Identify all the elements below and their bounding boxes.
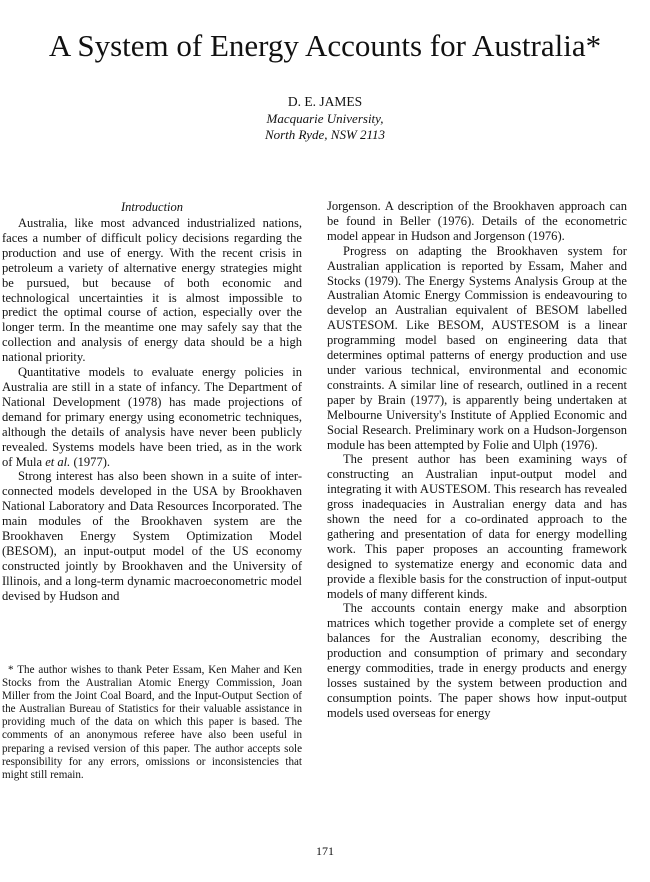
intro-paragraph-2 bbox=[2, 365, 302, 469]
affiliation-institution: Macquarie University, bbox=[266, 111, 384, 126]
page-number: 171 bbox=[316, 844, 334, 858]
left-column bbox=[2, 199, 302, 604]
intro-paragraph-1: Australia, like most advanced industrialized nations, faces a number of difficult policy decisions regarding the production and use of energy. With the recent crisis in petroleum a variety of alternative energy strategies might be pursued, but because of both economic and technological uncertainties it is almost impossible to predict the optimal course of action, especially over the longer term. In the meantime one may safely say that the collection and analysis of energy data should be a high national priority. bbox=[2, 216, 302, 365]
intro-paragraph-2-year: (1977). bbox=[73, 454, 111, 469]
right-paragraph-1: Jorgenson. A description of the Brookhaven approach can be found in Beller (1976). Details of the econometric model appear in Hudson and Jorgenson (1976). bbox=[327, 199, 627, 243]
section-heading: Introduction bbox=[120, 200, 184, 214]
author-name: D. E. JAMES bbox=[287, 94, 363, 109]
intro-paragraph-2-text: Quantitative models to evaluate energy policies in Australia are still in a state of infancy. The Department of National Development (1978) has made projections of demand for primary energy using econometric techniques, although the details of analysis have never been publicly revealed. Systems models have been tried, as in the work of Mula bbox=[2, 365, 302, 469]
paper-title: A System of Energy Accounts for Australia* bbox=[48, 28, 602, 63]
right-paragraph-2: Progress on adapting the Brookhaven system for Australian application is reported by Essam, Maher and Stocks (1979). The Energy Systems Analysis Group at the Australian Atomic Energy Commission is endeavouring to develop an Australian equivalent of BESOM labelled AUSTESOM. Like BESOM, AUSTESOM is a linear programming model based on engineering data that determines optimal patterns of energy production and use under various technical, environmental and economic constraints. A similar line of research, outlined in a recent paper by Brain (1977), is apparently being undertaken at Melbourne University's Institute of Applied Economic and Social Research. Preliminary work on a Hudson-Jorgenson module has been attempted by Folie and Ulph (1976). bbox=[327, 243, 627, 452]
right-paragraph-3: The present author has been examining ways of constructing an Australian input-output model and integrating it with AUSTESOM. This research has revealed gross inadequacies in Australian energy data and has shown the need for a co-ordinated approach to the gathering and presentation of data for energy modelling work. This paper proposes an accounting framework designed to systematize energy and economic data and provide a flexible basis for the construction of input-output models of many different kinds. bbox=[327, 452, 627, 601]
right-paragraph-4: The accounts contain energy make and absorption matrices which together provide a complete set of energy balances for the Australian economy, describing the production and consumption of primary and secondary energy commodities, trade in energy products and energy losses sustained by the system between production and consumption points. The paper shows how input-output models used overseas for energy bbox=[327, 601, 627, 720]
footnote bbox=[2, 664, 302, 782]
et-al-citation: et al. bbox=[45, 454, 71, 469]
intro-paragraph-3: Strong interest has also been shown in a suite of inter-connected models developed in the USA by Brookhaven National Laboratory and Data Resources Incorporated. The main modules of the Brookhaven system are the Brookhaven Energy System Optimization Model (BESOM), an input-output model of the US economy constructed jointly by Brookhaven and the University of Illinois, and a long-term dynamic macroeconometric model devised by Hudson and bbox=[2, 469, 302, 603]
affiliation-location: North Ryde, NSW 2113 bbox=[264, 127, 386, 142]
right-column bbox=[327, 199, 627, 721]
footnote-text: * The author wishes to thank Peter Essam, Ken Maher and Ken Stocks from the Australian Atomic Energy Commission, Joan Miller from the Joint Coal Board, and the Input-Output Section of the Australian Bureau of Statistics for their valuable assistance in providing much of the data on which this paper is based. The comments of an anonymous referee have also been useful in preparing a revised version of this paper. The author accepts sole responsibility for any errors, omissions or inconsistencies that might still remain. bbox=[2, 664, 302, 781]
